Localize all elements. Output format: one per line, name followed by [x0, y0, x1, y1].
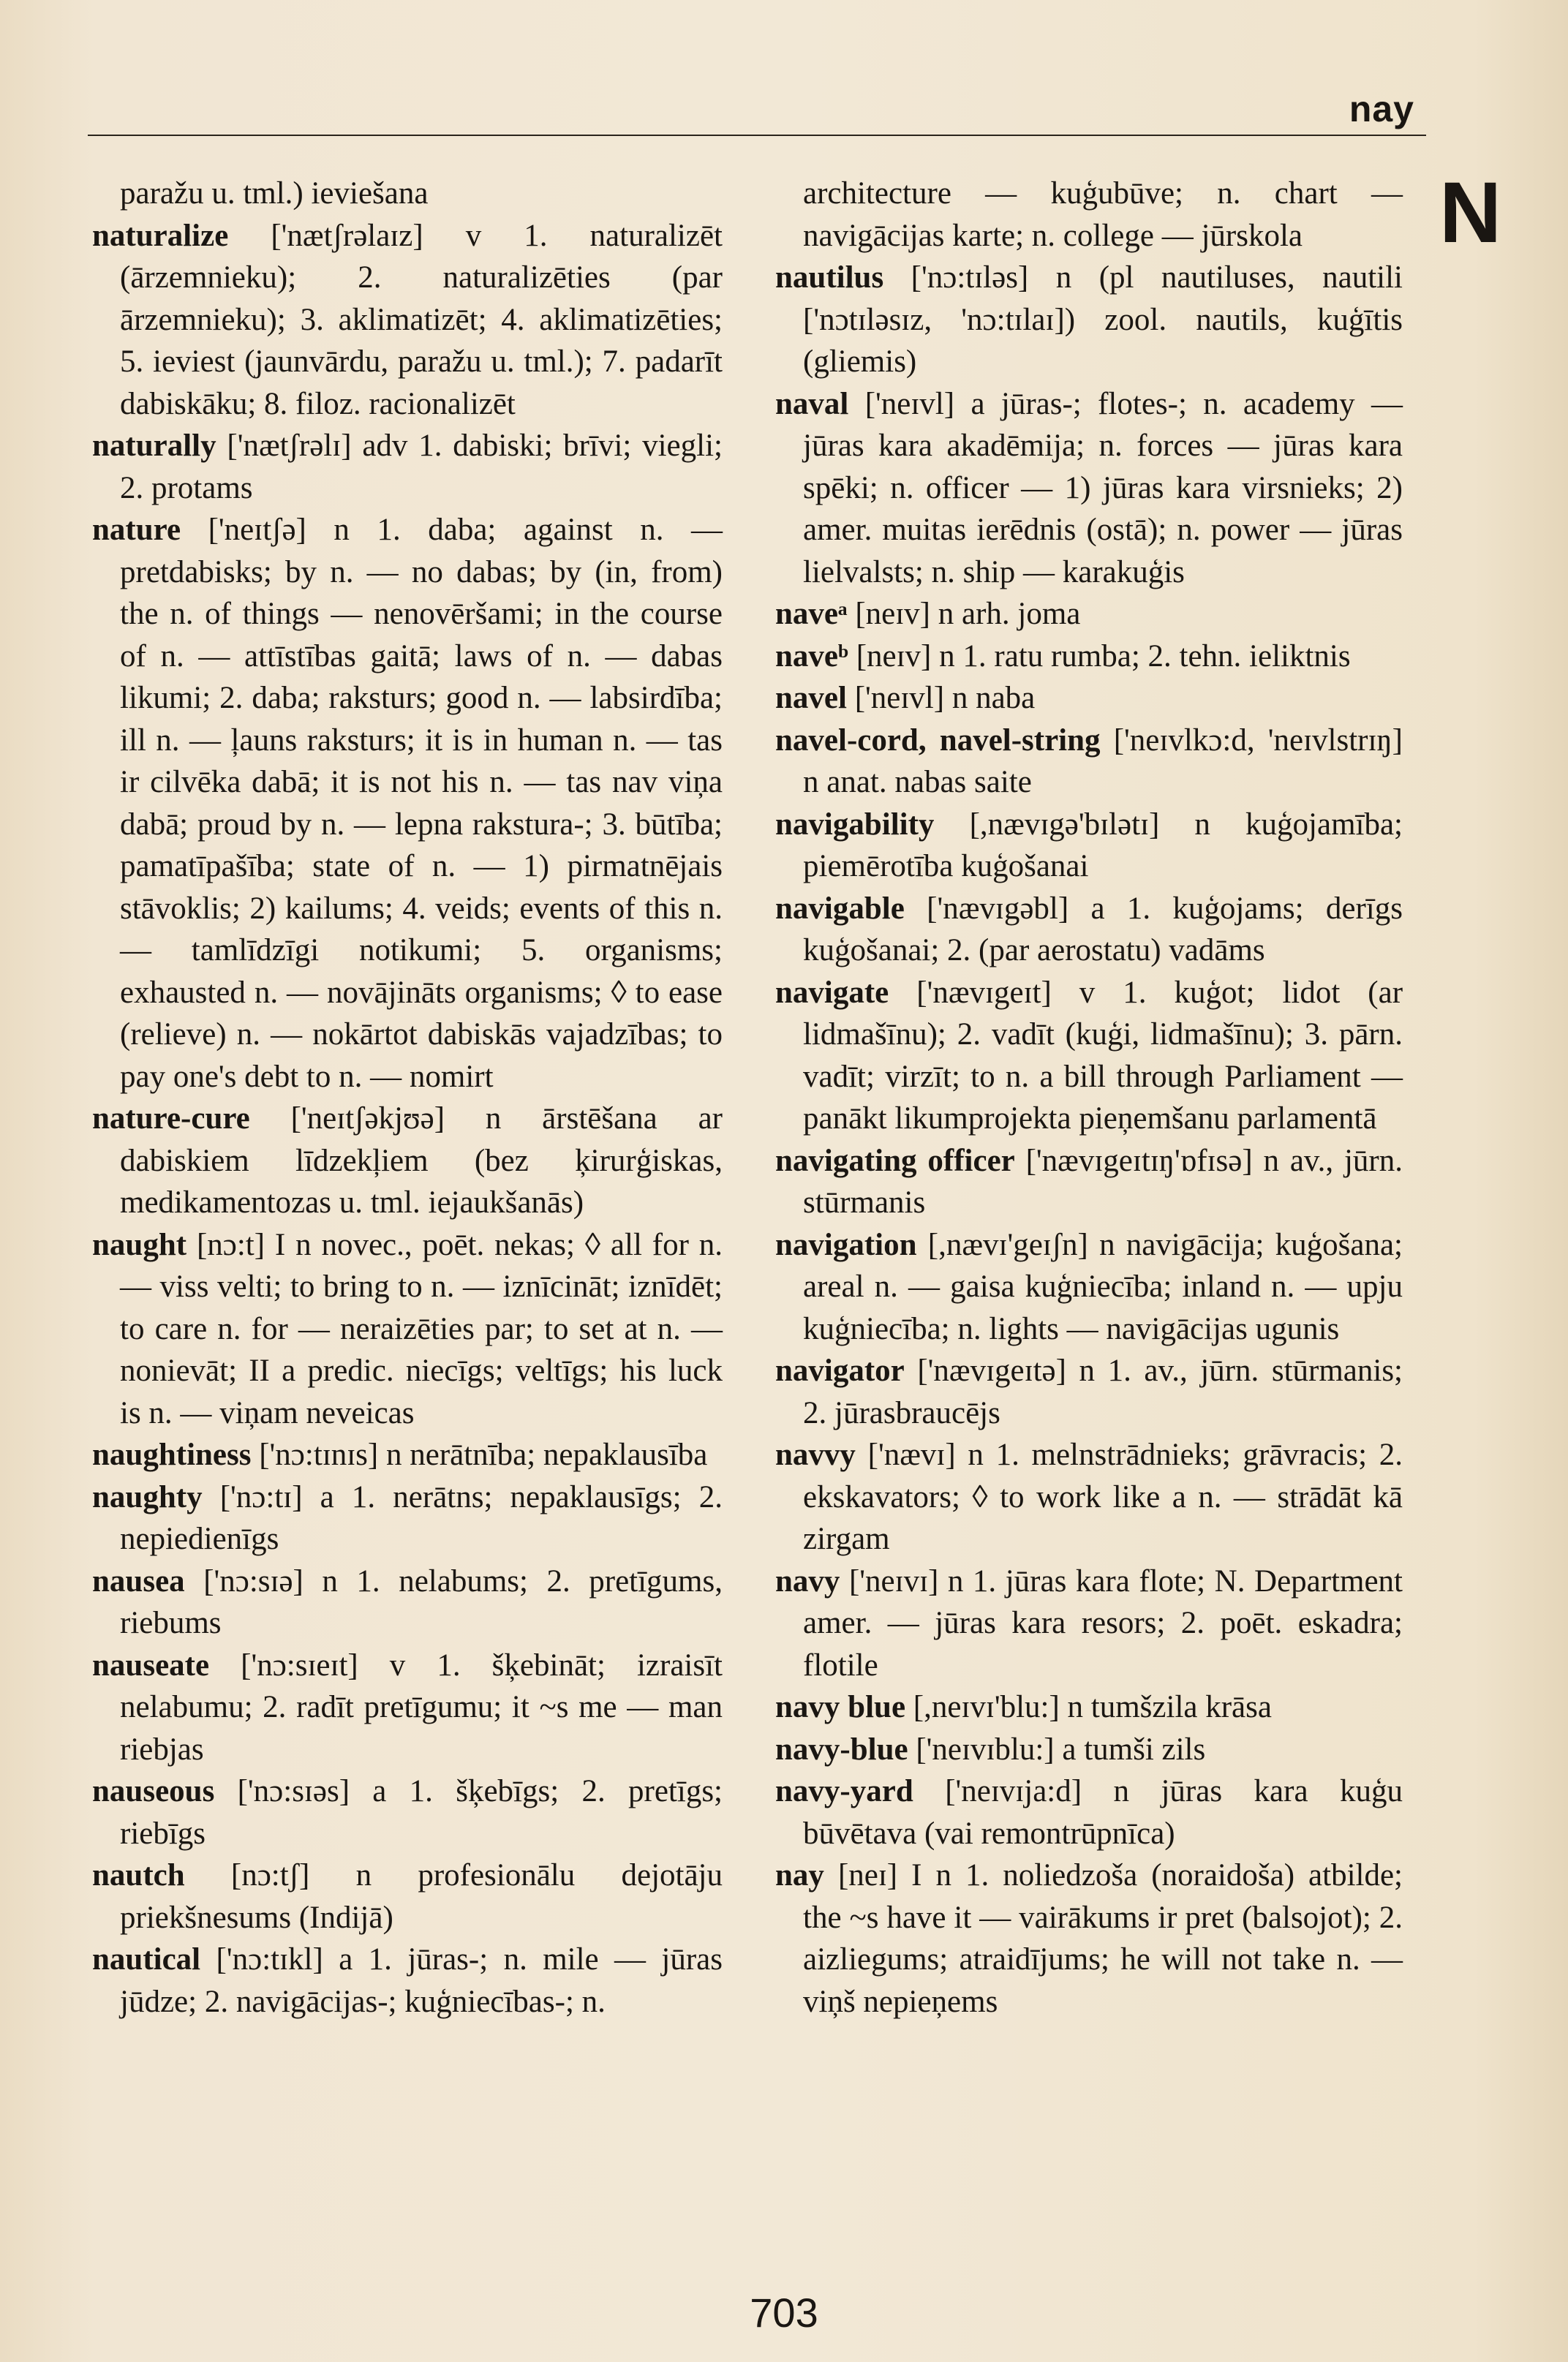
headword: navigability: [775, 807, 935, 842]
dictionary-entry: navy ['neɪvɪ] n 1. jūras kara flote; N. Department amer. — jūras kara resors; 2. poēt. eskadra; flotile: [775, 1563, 1403, 1683]
dictionary-entry: nausea ['nɔ:sɪə] n 1. nelabums; 2. pretīgums, riebums: [92, 1563, 723, 1640]
dictionary-entry: naughtiness ['nɔ:tɪnɪs] n nerātnība; nepaklausība: [92, 1438, 708, 1472]
headword: naval: [775, 386, 849, 421]
headword: navy blue: [775, 1690, 906, 1724]
header-rule: [88, 135, 1426, 136]
headword: navy: [775, 1563, 840, 1599]
headword: navigate: [775, 975, 889, 1010]
dictionary-entry: navigation [,nævɪ'geɪʃn] n navigācija; kuģošana; areal n. — gaisa kuģniecība; inland n. — upju kuģniecība; n. lights — navigācijas ugunis: [775, 1227, 1403, 1346]
headword: nausea: [92, 1563, 185, 1599]
dictionary-entry: navy blue [,neɪvɪ'blu:] n tumšzila krāsa: [775, 1690, 1272, 1724]
dictionary-entry: nature ['neɪtʃə] n 1. daba; against n. — pretdabisks; by n. — no dabas; by (in, from) the n. of things — nenovēršami; in the course of n. — attīstības gaitā; laws of n. — dabas likumi; 2. daba; raksturs; good n. — labsirdība; ill n. — ļauns raksturs; it is in human n. — tas ir cilvēka dabā; it is not his n. — tas nav viņa dabā; proud by n. — lepna rakstura-; 3. būtība; pamatīpašība; state of n. — 1) pirmatnējais stāvoklis; 2) kailums; 4. veids; events of this n. — tamlīdzīgi notikumi; 5. organisms; exhausted n. — novājināts organisms; ◊ to ease (relieve) n. — nokārtot dabiskās vajadzības; to pay one's debt to n. — nomirt: [92, 513, 723, 1094]
dictionary-entry: navy-blue ['neɪvɪblu:] a tumši zils: [775, 1732, 1206, 1767]
dictionary-entry: naught [nɔ:t] I n novec., poēt. nekas; ◊ all for n. — viss velti; to bring to n. — iznīcināt; iznīdēt; to care n. for — neraizēties par; to set at n. — nonievāt; II a predic. niecīgs; veltīgs; his luck is n. — viņam neveicas: [92, 1227, 723, 1430]
dictionary-entry: nautch [nɔ:tʃ] n profesionālu dejotāju priekšnesums (Indijā): [92, 1858, 723, 1935]
headword: naveᵃ: [775, 597, 848, 631]
headword: naturalize: [92, 218, 229, 253]
dictionary-entry: navel ['neɪvl] n naba: [775, 681, 1036, 715]
dictionary-entry: nautilus ['nɔ:tɪləs] n (pl nautiluses, nautili ['nɔtɪləsɪz, 'nɔ:tɪlaɪ]) zool. nautils, kuģītis (gliemis): [775, 260, 1403, 379]
left-column: [92, 173, 723, 2023]
headword: nauseate: [92, 1648, 210, 1683]
dictionary-entry: navel-cord, navel-string ['neɪvlkɔ:d, 'neɪvlstrɪŋ] n anat. nabas saite: [775, 722, 1403, 799]
dictionary-entry: nature-cure ['neɪtʃəkjʊə] n ārstēšana ar dabiskiem līdzekļiem (bez ķirurģiskas, medikamentozas u. tml. iejaukšanās): [92, 1101, 723, 1220]
dictionary-entry: architecture — kuģubūve; n. chart — navigācijas karte; n. college — jūrskola: [803, 176, 1403, 253]
running-head: nay: [1349, 88, 1414, 129]
dictionary-entry: nauseous ['nɔ:sɪəs] a 1. šķebīgs; 2. pretīgs; riebīgs: [92, 1774, 723, 1851]
headword: naveᵇ: [775, 638, 848, 673]
dictionary-entry: naturalize ['nætʃrəlaɪz] v 1. naturalizēt (ārzemnieku); 2. naturalizēties (par ārzemnieku); 3. aklimatizēt; 4. aklimatizēties; 5. ieviest (jaunvārdu, paražu u. tml.); 7. padarīt dabiskāku; 8. filoz. racionalizēt: [92, 218, 723, 421]
dictionary-entry: navvy ['nævɪ] n 1. melnstrādnieks; grāvracis; 2. ekskavators; ◊ to work like a n. — strādāt kā zirgam: [775, 1438, 1403, 1556]
headword: nay: [775, 1858, 824, 1893]
dictionary-entry: naturally ['nætʃrəlɪ] adv 1. dabiski; brīvi; viegli; 2. protams: [92, 429, 723, 505]
headword: navel-cord, navel-string: [775, 722, 1101, 758]
dictionary-entry: navigability [,nævɪgə'bɪlətɪ] n kuģojamība; piemērotība kuģošanai: [775, 807, 1403, 883]
dictionary-entry: navigate ['nævɪgeɪt] v 1. kuģot; lidot (ar lidmašīnu); 2. vadīt (kuģi, lidmašīnu); 3. pārn. vadīt; virzīt; to n. a bill through Parliament — panākt likumprojekta pieņemšanu parlamentā: [775, 975, 1403, 1136]
dictionary-entry: naveᵇ [neɪv] n 1. ratu rumba; 2. tehn. ieliktnis: [775, 638, 1351, 673]
dictionary-entry: nauseate ['nɔ:sɪeɪt] v 1. šķebināt; izraisīt nelabumu; 2. radīt pretīgumu; it ~s me — man riebjas: [92, 1648, 723, 1767]
right-column: [775, 173, 1403, 2023]
dictionary-entry: navigating officer ['nævɪgeɪtɪŋ'ɒfɪsə] n av., jūrn. stūrmanis: [775, 1143, 1403, 1220]
dictionary-entry: paražu u. tml.) ieviešana: [120, 176, 429, 211]
headword: navel: [775, 681, 847, 715]
headword: nature: [92, 513, 181, 547]
headword: naught: [92, 1227, 187, 1262]
headword: navy-blue: [775, 1732, 908, 1767]
headword: navigating officer: [775, 1143, 1015, 1178]
headword: nautilus: [775, 260, 884, 295]
headword: navigation: [775, 1227, 917, 1262]
dictionary-entry: nautical ['nɔ:tɪkl] a 1. jūras-; n. mile — jūras jūdze; 2. navigācijas-; kuģniecības-; n.: [92, 1942, 723, 2019]
headword: nature-cure: [92, 1101, 250, 1136]
headword: nautical: [92, 1942, 201, 1977]
headword: navy-yard: [775, 1774, 913, 1808]
headword: navvy: [775, 1438, 856, 1472]
dictionary-entry: navy-yard ['neɪvɪja:d] n jūras kara kuģu būvētava (vai remontrūpnīca): [775, 1774, 1403, 1851]
headword: naturally: [92, 429, 216, 463]
dictionary-entry: nay [neɪ] I n 1. noliedzoša (noraidoša) atbilde; the ~s have it — vairākums ir pret (balsojot); 2. aizliegums; atraidījums; he will not take n. — viņš nepieņems: [775, 1858, 1403, 2019]
dictionary-entry: navigator ['nævɪgeɪtə] n 1. av., jūrn. stūrmanis; 2. jūrasbraucējs: [775, 1354, 1403, 1430]
dictionary-entry: navigable ['nævɪgəbl] a 1. kuģojams; derīgs kuģošanai; 2. (par aerostatu) vadāms: [775, 891, 1403, 967]
letter-tab: N: [1439, 165, 1502, 261]
headword: naughtiness: [92, 1438, 252, 1472]
dictionary-entry: naughty ['nɔ:tɪ] a 1. nerātns; nepaklausīgs; 2. nepiedienīgs: [92, 1479, 723, 1556]
headword: navigator: [775, 1354, 905, 1388]
dictionary-entry: naval ['neɪvl] a jūras-; flotes-; n. academy — jūras kara akadēmija; n. forces — jūras kara spēki; n. officer — 1) jūras kara virsnieks; 2) amer. muitas ierēdnis (ostā); n. power — jūras lielvalsts; n. ship — karakuģis: [775, 386, 1403, 589]
headword: nautch: [92, 1858, 185, 1893]
headword: nauseous: [92, 1774, 215, 1808]
dictionary-entry: naveᵃ [neɪv] n arh. joma: [775, 597, 1081, 631]
headword: navigable: [775, 891, 905, 926]
headword: naughty: [92, 1479, 203, 1514]
page-number: 703: [750, 2290, 818, 2336]
